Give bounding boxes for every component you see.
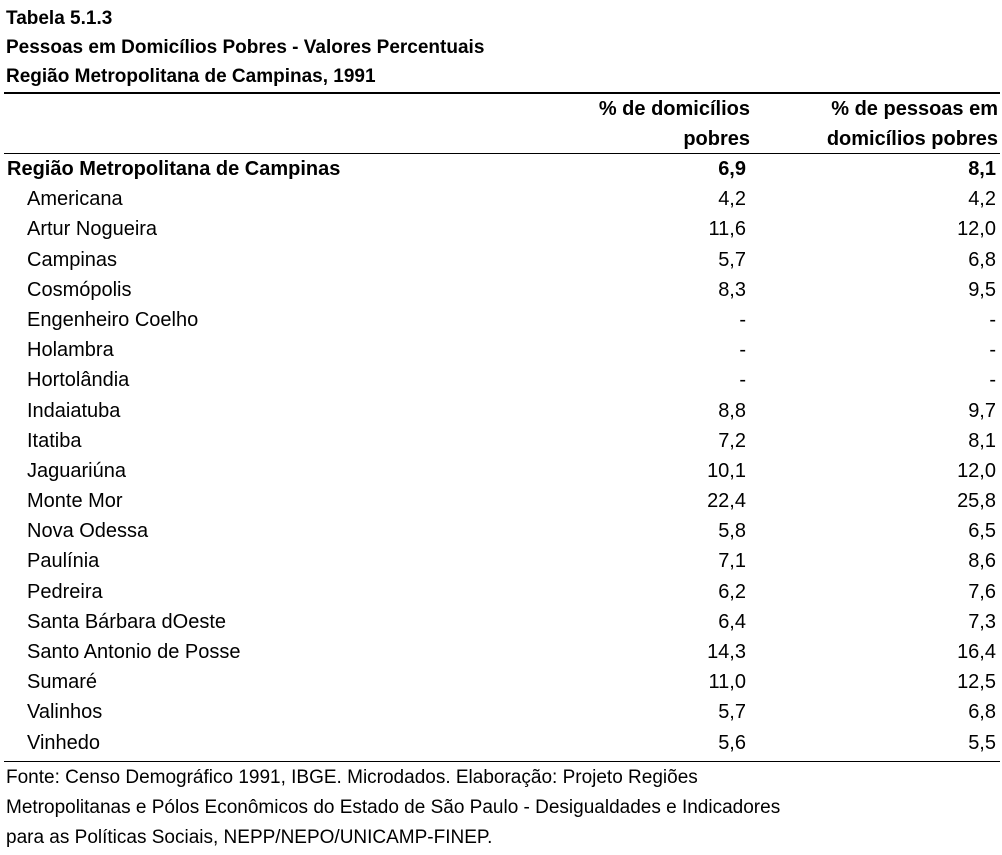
table-subject: Pessoas em Domicílios Pobres - Valores Percentuais bbox=[6, 37, 485, 58]
persons-percent: 6,8 bbox=[968, 248, 996, 271]
table-body bbox=[4, 154, 1000, 758]
municipality-name: Campinas bbox=[27, 248, 118, 271]
table-row bbox=[4, 728, 1000, 758]
persons-percent: 12,0 bbox=[957, 218, 996, 241]
municipality-name: Americana bbox=[27, 188, 123, 211]
table-row bbox=[4, 577, 1000, 607]
table-row bbox=[4, 184, 1000, 214]
table-row bbox=[4, 607, 1000, 637]
municipality-name: Valinhos bbox=[27, 701, 103, 724]
households-percent: 5,7 bbox=[718, 701, 746, 724]
column-header-households-line1: % de domicílios bbox=[598, 98, 750, 120]
persons-percent: 7,6 bbox=[968, 580, 996, 603]
table-row bbox=[4, 426, 1000, 456]
persons-percent: 12,0 bbox=[957, 459, 996, 482]
footnote-line1: Fonte: Censo Demográfico 1991, IBGE. Microdados. Elaboração: Projeto Regiões bbox=[6, 767, 698, 788]
table-row bbox=[4, 667, 1000, 697]
column-header-persons-line2: domicílios pobres bbox=[826, 128, 998, 150]
municipality-name: Artur Nogueira bbox=[27, 218, 158, 241]
households-percent: 5,6 bbox=[718, 731, 746, 754]
table-row bbox=[4, 305, 1000, 335]
table-row bbox=[4, 214, 1000, 244]
table-region-year: Região Metropolitana de Campinas, 1991 bbox=[6, 66, 376, 87]
column-header-households-line2: pobres bbox=[683, 128, 750, 150]
bottom-divider bbox=[4, 761, 1000, 762]
table-row-total bbox=[4, 154, 1000, 184]
municipality-name: Itatiba bbox=[27, 429, 82, 452]
table-header bbox=[4, 94, 1000, 156]
table-row bbox=[4, 275, 1000, 305]
table-row bbox=[4, 245, 1000, 275]
households-percent: 4,2 bbox=[718, 188, 746, 211]
footnote-line3: para as Políticas Sociais, NEPP/NEPO/UNICAMP-FINEP. bbox=[6, 827, 493, 848]
municipality-name: Pedreira bbox=[27, 580, 103, 603]
persons-percent: 5,5 bbox=[968, 731, 996, 754]
municipality-name: Monte Mor bbox=[27, 490, 123, 513]
households-percent: - bbox=[739, 339, 746, 362]
households-percent: 5,7 bbox=[718, 248, 746, 271]
households-percent: 8,3 bbox=[718, 278, 746, 301]
persons-percent: 12,5 bbox=[957, 671, 996, 694]
municipality-name: Engenheiro Coelho bbox=[27, 308, 199, 331]
households-percent: 8,8 bbox=[718, 399, 746, 422]
municipality-name: Vinhedo bbox=[27, 731, 101, 754]
municipality-name: Holambra bbox=[27, 339, 114, 362]
persons-percent: - bbox=[989, 339, 996, 362]
households-percent: 7,2 bbox=[718, 429, 746, 452]
municipality-name: Hortolândia bbox=[27, 369, 130, 392]
persons-percent: 9,7 bbox=[968, 399, 996, 422]
table-number: Tabela 5.1.3 bbox=[6, 8, 113, 29]
table-row bbox=[4, 697, 1000, 727]
households-percent: 14,3 bbox=[707, 641, 746, 663]
persons-percent: 7,3 bbox=[968, 610, 996, 633]
table-row bbox=[4, 456, 1000, 486]
municipality-name: Indaiatuba bbox=[27, 399, 121, 422]
municipality-name: Jaguariúna bbox=[27, 459, 126, 482]
households-percent: 6,9 bbox=[718, 158, 746, 180]
households-percent: - bbox=[739, 308, 746, 331]
persons-percent: 8,6 bbox=[968, 550, 996, 573]
households-percent: 7,1 bbox=[718, 550, 746, 573]
persons-percent: 6,5 bbox=[968, 520, 996, 543]
table-title bbox=[6, 4, 484, 91]
footnote-line2: Metropolitanas e Pólos Econômicos do Estado de São Paulo - Desigualdades e Indicadores bbox=[6, 797, 781, 818]
table-row bbox=[4, 546, 1000, 576]
households-percent: 22,4 bbox=[707, 490, 746, 513]
municipality-name: Sumaré bbox=[27, 671, 98, 694]
municipality-name: Cosmópolis bbox=[27, 278, 132, 301]
households-percent: 11,0 bbox=[708, 671, 746, 694]
source-footnote bbox=[6, 763, 996, 853]
column-header-persons-line1: % de pessoas em bbox=[831, 98, 998, 120]
households-percent: 6,4 bbox=[718, 610, 746, 633]
persons-percent: 9,5 bbox=[968, 278, 996, 301]
persons-percent: - bbox=[989, 369, 996, 392]
persons-percent: 4,2 bbox=[968, 188, 996, 211]
households-percent: 5,8 bbox=[718, 520, 746, 543]
municipality-name: Região Metropolitana de Campinas bbox=[7, 158, 341, 180]
column-header-households bbox=[599, 94, 750, 154]
persons-percent: 8,1 bbox=[968, 158, 996, 180]
persons-percent: 25,8 bbox=[957, 490, 996, 513]
table-row bbox=[4, 486, 1000, 516]
persons-percent: 6,8 bbox=[968, 701, 996, 724]
persons-percent: 16,4 bbox=[957, 641, 996, 663]
households-percent: 6,2 bbox=[718, 580, 746, 603]
table-row bbox=[4, 396, 1000, 426]
table-row bbox=[4, 637, 1000, 667]
municipality-name: Santo Antonio de Posse bbox=[27, 641, 241, 663]
persons-percent: - bbox=[989, 308, 996, 331]
municipality-name: Santa Bárbara dOeste bbox=[27, 610, 227, 633]
municipality-name: Nova Odessa bbox=[27, 520, 149, 543]
table-row bbox=[4, 335, 1000, 365]
households-percent: - bbox=[739, 369, 746, 392]
column-header-persons bbox=[827, 94, 998, 154]
households-percent: 11,6 bbox=[708, 218, 746, 241]
table-row bbox=[4, 516, 1000, 546]
persons-percent: 8,1 bbox=[968, 429, 996, 452]
municipality-name: Paulínia bbox=[27, 550, 100, 573]
households-percent: 10,1 bbox=[707, 459, 746, 482]
table-row bbox=[4, 365, 1000, 395]
